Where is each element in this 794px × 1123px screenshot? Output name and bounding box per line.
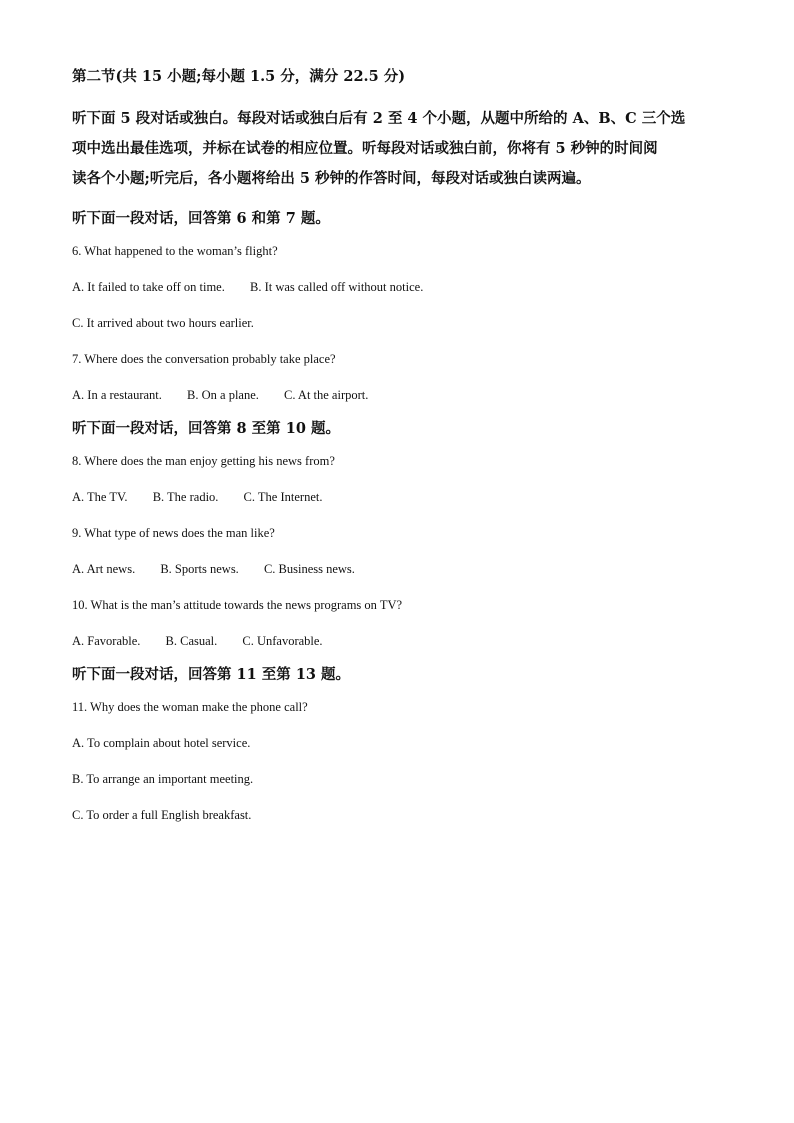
question-11-option-b: B. To arrange an important meeting. xyxy=(72,772,254,786)
question-10-option-c: C. Unfavorable. xyxy=(242,634,323,648)
question-7: 7. Where does the conversation probably take place? xyxy=(72,352,336,366)
group-title: 听下面一段对话，回答第 8 至第 10 题。 xyxy=(72,420,340,437)
question-8: 8. Where does the man enjoy getting his news from? xyxy=(72,454,335,468)
question-7-options-row xyxy=(72,386,724,404)
question-9-option-a: A. Art news. xyxy=(72,562,136,576)
question-9: 9. What type of news does the man like? xyxy=(72,526,275,540)
question-group-6-7 xyxy=(72,204,724,404)
question-8-option-a: A. The TV. xyxy=(72,490,128,504)
question-9-options-row xyxy=(72,560,724,578)
instructions-line: 听下面 5 段对话或独白。每段对话或独白后有 2 至 4 个小题，从题中所给的 A、B、C 三个选 xyxy=(72,110,686,127)
section-instructions xyxy=(72,104,724,194)
question-11-option-c: C. To order a full English breakfast. xyxy=(72,808,252,822)
question-6-option-c: C. It arrived about two hours earlier. xyxy=(72,316,254,330)
question-10-option-b: B. Casual. xyxy=(165,634,218,648)
question-8-options-row xyxy=(72,488,724,506)
question-8-option-b: B. The radio. xyxy=(152,490,219,504)
question-6-option-b: B. It was called off without notice. xyxy=(249,280,424,294)
question-6-option-a: A. It failed to take off on time. xyxy=(72,280,225,294)
question-10-options-row xyxy=(72,632,724,650)
exam-page xyxy=(72,62,724,842)
question-7-option-c: C. At the airport. xyxy=(284,388,369,402)
section-title: 第二节(共 15 小题;每小题 1.5 分，满分 22.5 分) xyxy=(72,68,406,85)
question-9-option-b: B. Sports news. xyxy=(160,562,239,576)
question-8-option-c: C. The Internet. xyxy=(243,490,323,504)
instructions-line: 读各个小题;听完后，各小题将给出 5 秒钟的作答时间，每段对话或独白读两遍。 xyxy=(72,170,591,187)
question-6: 6. What happened to the woman’s flight? xyxy=(72,244,278,258)
group-title: 听下面一段对话，回答第 6 和第 7 题。 xyxy=(72,210,330,227)
question-7-option-a: A. In a restaurant. xyxy=(72,388,162,402)
question-9-option-c: C. Business news. xyxy=(263,562,355,576)
question-7-option-b: B. On a plane. xyxy=(187,388,259,402)
group-title: 听下面一段对话，回答第 11 至第 13 题。 xyxy=(72,666,351,683)
question-10: 10. What is the man’s attitude towards the news programs on TV? xyxy=(72,598,403,612)
question-group-8-10 xyxy=(72,414,724,650)
question-group-11-13 xyxy=(72,660,724,824)
instructions-line: 项中选出最佳选项，并标在试卷的相应位置。听每段对话或独白前，你将有 5 秒钟的时间阅 xyxy=(72,140,658,157)
question-10-option-a: A. Favorable. xyxy=(72,634,141,648)
question-11: 11. Why does the woman make the phone call? xyxy=(72,700,308,714)
question-11-option-a: A. To complain about hotel service. xyxy=(72,736,251,750)
question-6-options-row xyxy=(72,278,724,296)
